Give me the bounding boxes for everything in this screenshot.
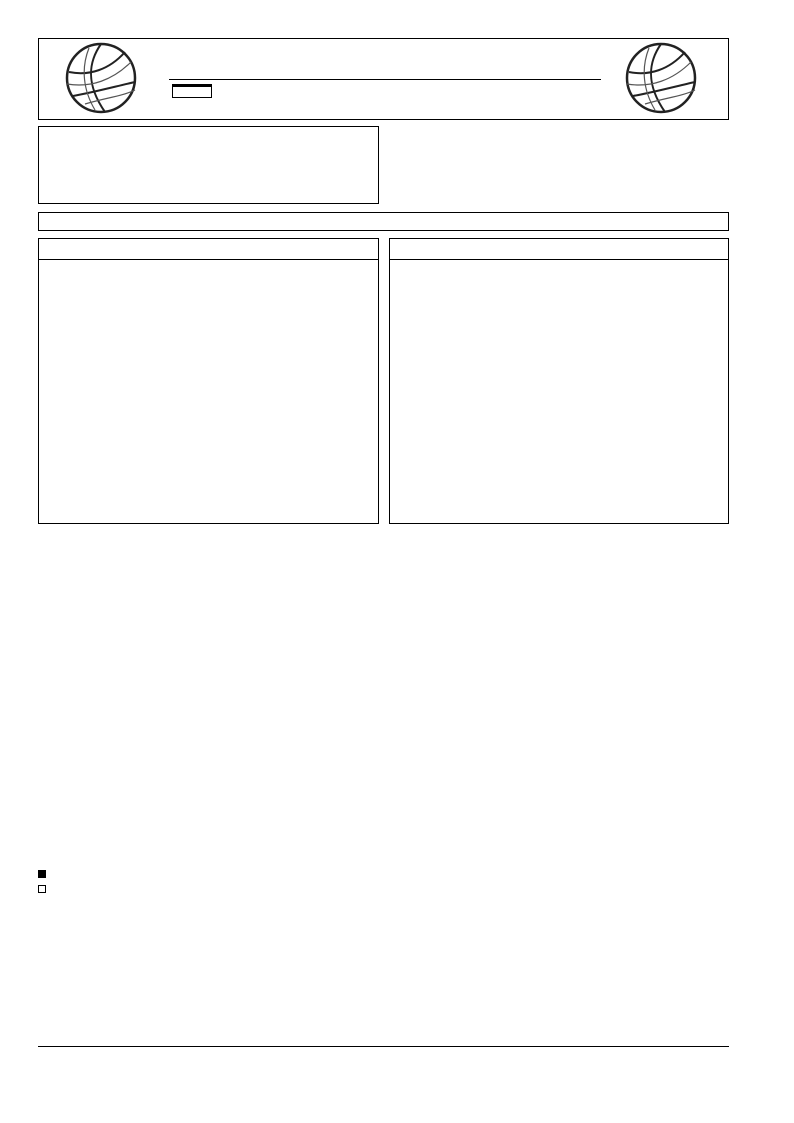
header-box xyxy=(38,38,729,120)
header-rule xyxy=(169,79,601,80)
empty-square-icon xyxy=(38,885,46,893)
footer-rule xyxy=(38,1046,729,1047)
team-a-box xyxy=(38,238,379,524)
team-b-box xyxy=(389,238,729,524)
volleyball-logo-left xyxy=(65,42,137,114)
team-a-name xyxy=(39,240,378,260)
filled-square-icon xyxy=(38,870,46,878)
volleyball-logo-right xyxy=(625,42,697,114)
legend xyxy=(38,869,738,901)
legend-starting xyxy=(38,869,52,880)
referees-box xyxy=(38,212,729,231)
team-b-name xyxy=(390,240,728,260)
report-code-badge xyxy=(172,84,212,98)
score-table xyxy=(389,126,729,204)
match-info-box xyxy=(38,126,379,204)
legend-substitute xyxy=(38,884,52,895)
